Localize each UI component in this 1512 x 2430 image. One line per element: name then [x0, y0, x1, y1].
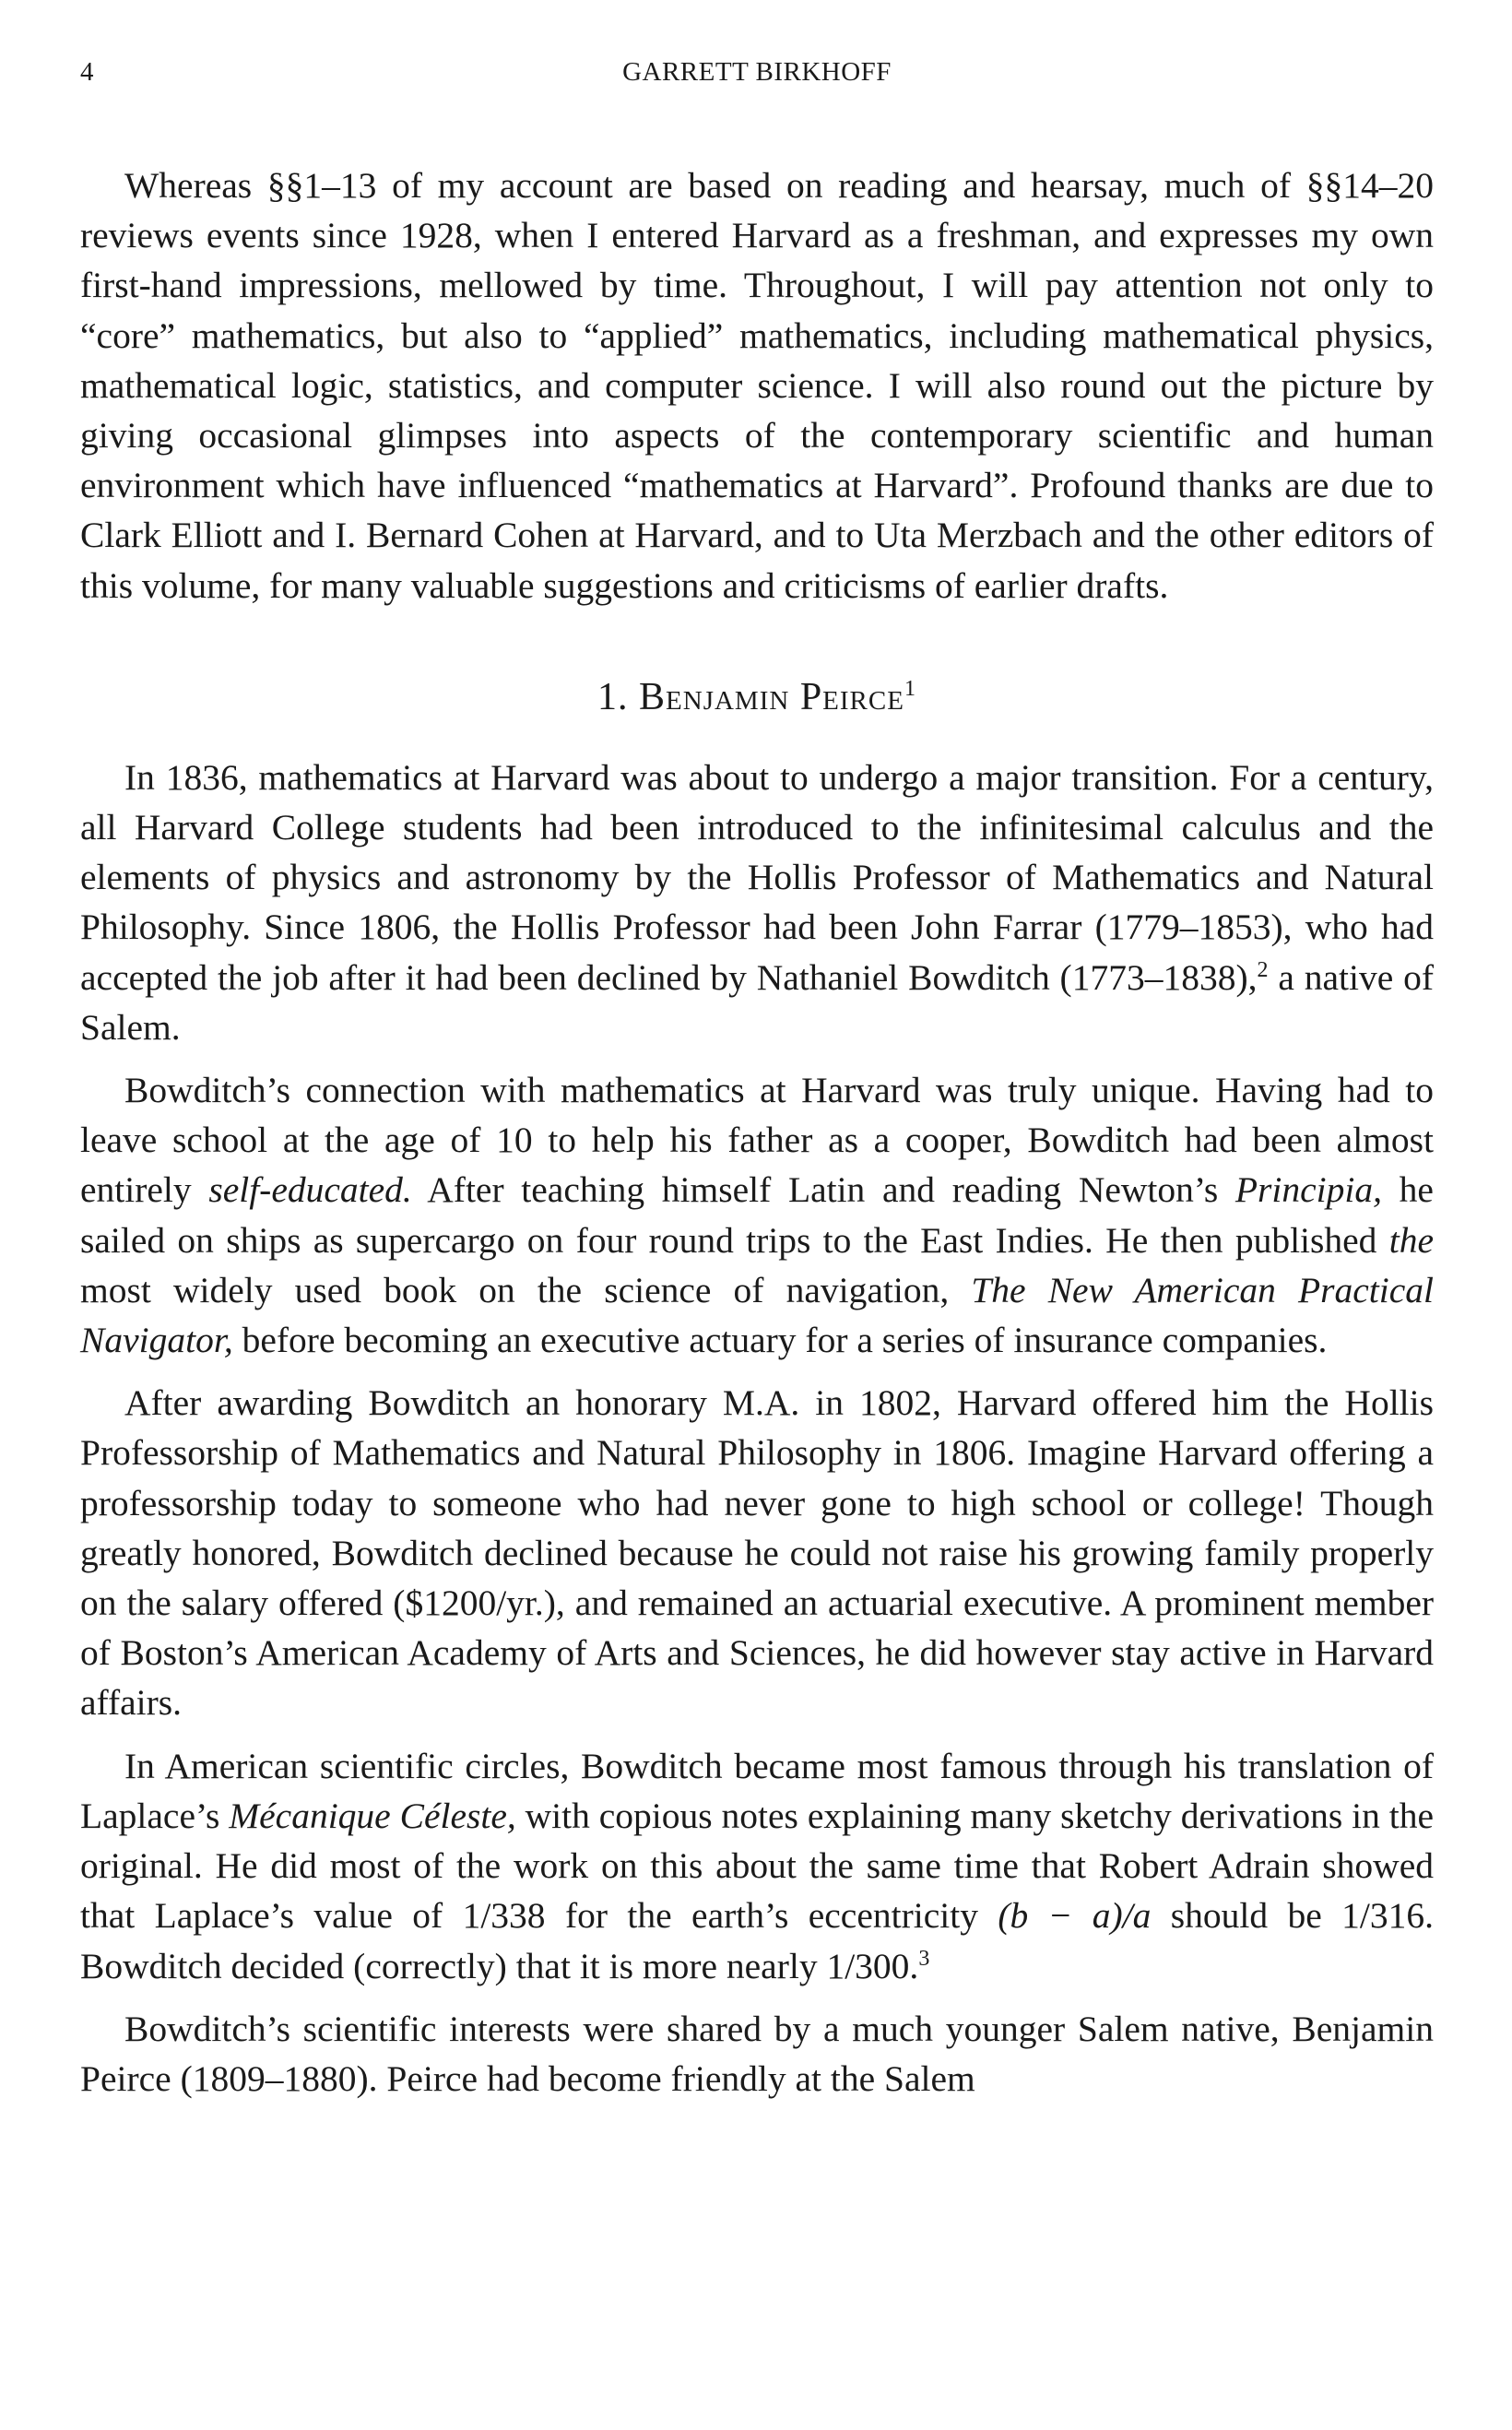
section-title: Benjamin Peirce: [639, 675, 904, 718]
text-run: he sailed on ships as supercargo on four round trips to the East Indies. He then published: [80, 1169, 1434, 1261]
book-title: Principia,: [1234, 1169, 1382, 1211]
section-heading: [80, 670, 1434, 725]
footnote-mark: 1: [904, 676, 916, 701]
book-title: Mécanique Céleste,: [229, 1795, 516, 1836]
paragraph-3: After awarding Bowditch an honorary M.A. in 1802, Harvard offered him the Hollis Professorship of Mathematics and Natural Philosophy in 1806. Imagine Harvard offering a professorship today to someone who had never gone to high school or college! Though greatly honored, Bowditch declined because he could not raise his growing family properly on the salary offered ($1200/yr.), and remained an actuarial executive. A prominent member of Boston’s American Academy of Arts and Sciences, he did however stay active in Harvard affairs.: [80, 1382, 1434, 1724]
book-title: The New American Practical Navigator,: [80, 1269, 1435, 1361]
paragraph-5: Bowditch’s scientific interests were shared by a much younger Salem native, Benjamin Peirce (1809–1880). Peirce had become friendly at the Salem: [80, 2008, 1434, 2099]
book-page: [80, 57, 1434, 2104]
page-header: [80, 57, 1434, 109]
page-number: 4: [80, 57, 94, 87]
emphasis: the: [1388, 1219, 1434, 1261]
emphasis: self-educated.: [208, 1169, 412, 1211]
paragraph-2: [80, 1065, 1434, 1365]
text-run: After teaching himself Latin and reading Newton’s: [411, 1169, 1235, 1211]
text-run: most widely used book on the science of navigation,: [80, 1269, 972, 1310]
math-expression: (b − a)/a: [998, 1895, 1152, 1937]
running-head: GARRETT BIRKHOFF: [622, 57, 892, 87]
text-run: with copious notes explaining many sketchy derivations in the original. He did most of the work on this about the same time that Robert Adrain showed that Laplace’s value of 1/338 for the earth’s eccentricity: [80, 1795, 1434, 1937]
text-run: a native of Salem.: [80, 956, 1434, 1048]
text-run: before becoming an executive actuary for a series of insurance companies.: [232, 1320, 1328, 1361]
text-run: In American scientific circles, Bowditch became most famous through his translation of Laplace’s: [80, 1745, 1434, 1836]
footnote-mark: 3: [918, 1946, 930, 1971]
paragraph-1: [80, 753, 1434, 1052]
text-run: In 1836, mathematics at Harvard was about to undergo a major transition. For a century, all Harvard College students had been introduced to the infinitesimal calculus and the elements of physics and astronomy by the Hollis Professor of Mathematics and Natural Philosophy. Since 1806, the Hollis Professor had been John Farrar (1779–1853), who had accepted the job after it had been declined by Nathaniel Bowditch (1773–1838),: [80, 756, 1434, 998]
footnote-mark: 2: [1257, 957, 1269, 982]
text-run: Bowditch’s connection with mathematics at Harvard was truly unique. Having had to leave school at the age of 10 to help his father as a cooper, Bowditch had been almost entirely: [80, 1070, 1434, 1211]
intro-paragraph: Whereas §§1–13 of my account are based on reading and hearsay, much of §§14–20 reviews events since 1928, when I entered Harvard as a freshman, and expresses my own first-hand impressions, mellowed by time. Throughout, I will pay attention not only to “core” mathematics, but also to “applied” mathematics, including mathematical physics, mathematical logic, statistics, and computer science. I will also round out the picture by giving occasional glimpses into aspects of the contemporary scientific and human environment which have influenced “mathematics at Harvard”. Profound thanks are due to Clark Elliott and I. Bernard Cohen at Harvard, and to Uta Merzbach and the other editors of this volume, for many valuable suggestions and criticisms of earlier drafts.: [80, 165, 1434, 606]
text-run: should be 1/316. Bowditch decided (correctly) that it is more nearly 1/300.: [80, 1895, 1434, 1986]
section-number: 1.: [597, 675, 629, 718]
paragraph-4: [80, 1741, 1434, 1991]
